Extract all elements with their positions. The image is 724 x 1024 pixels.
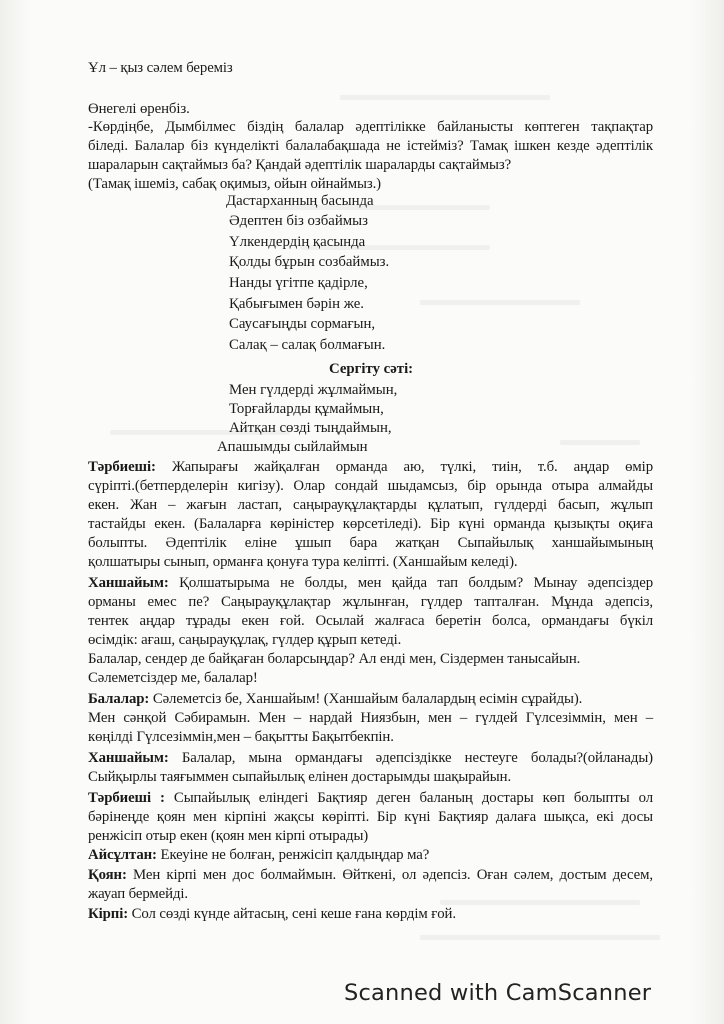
dialogue-line: екен. Жан – жағын ластап, саңырауқұлақтарды құлатып, гүлдерді басып, жұлып [88, 497, 653, 513]
speaker-label: Қоян: [88, 867, 127, 883]
speech-text: Қолшатырыма не болды, мен қайда тап болдым? Мынау әдепсіздер [179, 575, 653, 591]
speech-text: Сәлеметсіз бе, Ханшайым! (Ханшайым балалардың есімін сұрайды). [152, 691, 583, 707]
dialogue-line: көңілді Гүлсезіммін,мен – бақытты Бақытбекпін. [88, 729, 394, 745]
dialogue-line: Мен сәнқой Сәбирамын. Мен – нардай Ниязбын, мен – гүлдей Гүлсезіммін, мен – [88, 710, 653, 726]
intro-line: шараларын сақтаймыз ба? Қандай әдептілік шараларды сақтаймыз? [88, 157, 512, 173]
bleed-through-mark [340, 95, 550, 100]
dialogue-line: жауап бермейді. [88, 886, 188, 902]
bleed-through-mark [420, 935, 660, 940]
intro-line: -Көрдіңбе, Дымбілмес біздің балалар әдептілікке байланысты көптеген тақпақтар [88, 119, 653, 135]
speaker-label: Тәрбиеші : [88, 790, 165, 806]
dialogue-line [88, 905, 456, 923]
poem-line: Нанды үгітпе қадірле, [229, 275, 368, 291]
dialogue-line: тентек аңдар тұрады екен ғой. Осылай жалғаса беретін болса, ормандағы бүкіл [88, 613, 653, 629]
speech-text: Екеуіне не болған, ренжісіп қалдыңдар ма? [160, 847, 430, 863]
dialogue-line: Балалар, сендер де байқаған боларсыңдар? Ал енді мен, Сіздермен танысайын. [88, 651, 581, 667]
dialogue-line [88, 749, 653, 767]
speaker-label: Ханшайым: [88, 750, 169, 766]
scanner-watermark: Scanned with CamScanner [344, 980, 652, 1006]
poem-line: Үлкендердің қасында [229, 234, 366, 250]
speaker-label: Айсұлтан: [88, 847, 157, 863]
dialogue-line: орманы емес пе? Саңырауқұлақтар жұлынған, гүлдер тапталған. Мұнда әдепсіз, [88, 594, 653, 610]
poem-line: Дастарханның басында [226, 193, 374, 209]
poem-line: Қолды бұрын созбаймыз. [229, 254, 390, 270]
poem-line: Салақ – салақ болмағын. [229, 337, 386, 353]
bleed-through-mark [440, 900, 640, 905]
speech-text: Сол сөзді күнде айтасың, сені кеше ғана көрдім ғой. [131, 906, 456, 922]
speech-text: Балалар, мына ормандағы әдепсіздікке нестеуге болады?(ойланады) [181, 750, 653, 766]
speech-text: Жапырағы жайқалған орманда аю, түлкі, тиін, т.б. аңдар өмір [171, 459, 653, 475]
poem-line: Мен гүлдерді жұлмаймын, [229, 382, 398, 398]
speech-text: Мен кірпі мен дос болмаймын. Өйткені, ол әдепсіз. Оған сәлем, достым десем, [133, 867, 653, 883]
poem-line: Торғайларды құмаймын, [229, 401, 384, 417]
intro-line: (Тамақ ішеміз, сабақ оқимыз, ойын ойнаймыз.) [88, 176, 382, 192]
poem-line: Қабығымен бәрін же. [229, 296, 364, 312]
dialogue-line [88, 574, 653, 592]
dialogue-line: қолшатыры сынып, орманға қонуға тура келіпті. (Ханшайым келеді). [88, 554, 518, 570]
break-heading: Сергіту сәті: [329, 361, 414, 377]
dialogue-line [88, 690, 582, 708]
speaker-label: Ханшайым: [88, 575, 169, 591]
dialogue-line: бәрінеңде қоян мен кірпіні жақсы көріпті. Бір күні Бақтияр далаға шықса, екі досы [88, 809, 653, 825]
bleed-through-mark [420, 300, 580, 305]
dialogue-line [88, 789, 653, 807]
speaker-label: Балалар: [88, 691, 150, 707]
poem-line: Айтқан сөзді тыңдаймын, [229, 420, 392, 436]
intro-line: біледі. Балалар біз күнделікті балалабақшада не істейміз? Тамақ ішкен кезде әдептілік [88, 138, 653, 154]
speech-text: Сыпайылық еліндегі Бақтияр деген баланың достары көп болыпты ол [173, 790, 653, 806]
dialogue-line: ренжісіп отыр екен (қоян мен кірпі отырады) [88, 828, 369, 844]
dialogue-line: болыпты. Әдептілік еліне ұшып бара жатқан Сыпайылық ханшайымының [88, 535, 653, 551]
section-heading: Өнегелі өренбіз. [88, 101, 190, 117]
dialogue-line: сүріпті.(бетперделерін кигізу). Олар сондай шыдамсыз, бір орында отыра алмайды [88, 478, 653, 494]
poem-line: Әдептен біз озбаймыз [229, 213, 368, 229]
dialogue-line [88, 458, 653, 476]
dialogue-line: Сәлеметсіздер ме, балалар! [88, 670, 258, 686]
bleed-through-mark [560, 440, 640, 445]
dialogue-line: Сыйқырлы таяғыммен сыпайылық елінен достарымды шақырайын. [88, 769, 512, 785]
poem-line: Саусағыңды сормағын, [229, 316, 376, 332]
dialogue-line: тастайды екен. (Балаларға көріністер көрсетіледі). Бір күні орманда қызықты оқиға [88, 516, 653, 532]
document-title: Ұл – қыз сәлем береміз [88, 60, 233, 76]
speaker-label: Тәрбиеші: [88, 459, 156, 475]
speaker-label: Кірпі: [88, 906, 129, 922]
dialogue-line [88, 846, 429, 864]
dialogue-line [88, 866, 653, 884]
poem-line: Апашымды сыйлаймын [217, 439, 368, 455]
dialogue-line: өсімдік: ағаш, саңырауқұлақ, гүлдер құрып кетеді. [88, 632, 402, 648]
